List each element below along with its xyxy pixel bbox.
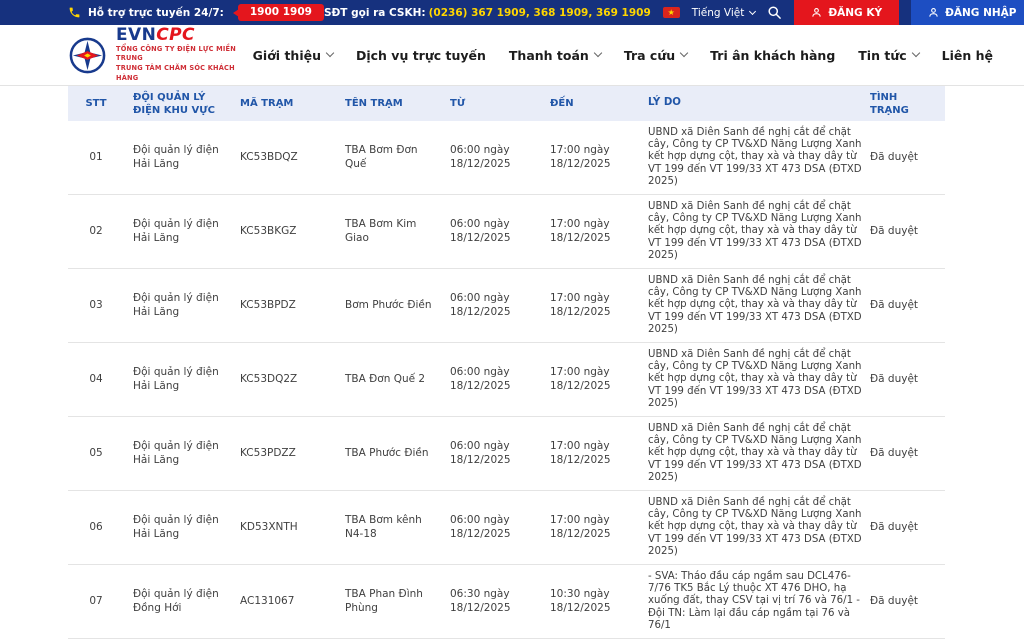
table-row (68, 565, 945, 639)
cell-team: Đội quản lý điện Hải Lăng (133, 291, 219, 318)
cell-reason: UBND xã Diên Sanh đề nghị cắt để chặt cây, Công ty CP TV&XD Năng Lượng Xanh kết hợp dựng cột, thay xà và thay dây từ VT 199 đến VT 199/33 XT 473 DSA (ĐTXD 2025) (648, 496, 862, 557)
table-row (68, 491, 945, 565)
cell-to: 17:00 ngày 18/12/2025 (550, 513, 611, 540)
column-header-status: TÌNH TRẠNG (870, 91, 909, 116)
chevron-down-icon (326, 49, 334, 57)
cell-status: Đã duyệt (870, 150, 919, 163)
site-header (0, 25, 1024, 86)
cell-status: Đã duyệt (870, 298, 919, 311)
table-row (68, 269, 945, 343)
cell-stt: 02 (89, 224, 103, 237)
table-row (68, 121, 945, 195)
cell-team: Đội quản lý điện Hải Lăng (133, 365, 219, 392)
cell-stt: 03 (89, 298, 103, 311)
cell-team: Đội quản lý điện Hải Lăng (133, 513, 219, 540)
nav-item-0[interactable] (253, 48, 333, 63)
phone-icon (68, 6, 81, 19)
cell-reason: UBND xã Diên Sanh đề nghị cắt để chặt cây, Công ty CP TV&XD Năng Lượng Xanh kết hợp dựng cột, thay xà và thay dây từ VT 199 đến VT 199/33 XT 473 DSA (ĐTXD 2025) (648, 422, 862, 483)
main-content (0, 86, 1024, 639)
nav-item-label: Dịch vụ trực tuyến (355, 47, 486, 63)
column-header-stt: STT (85, 98, 107, 109)
brand-subtitle-2: TRUNG TÂM CHĂM SÓC KHÁCH HÀNG (116, 64, 235, 83)
cell-from: 06:00 ngày 18/12/2025 (450, 439, 511, 466)
cell-reason: UBND xã Diên Sanh đề nghị cắt để chặt cây, Công ty CP TV&XD Năng Lượng Xanh kết hợp dựng cột, thay xà và thay dây từ VT 199 đến VT 199/33 XT 473 DSA (ĐTXD 2025) (648, 200, 862, 261)
column-header-from: TỪ (450, 98, 466, 109)
table-row (68, 195, 945, 269)
register-label: ĐĂNG KÝ (828, 6, 883, 19)
table-body (68, 121, 945, 639)
cell-stt: 05 (89, 446, 103, 459)
cell-station: TBA Bơm Đơn Quế (345, 143, 418, 170)
brand-evn: EVN (116, 24, 157, 45)
cell-stt: 06 (89, 520, 103, 533)
nav-item-4[interactable] (710, 48, 835, 63)
cell-from: 06:00 ngày 18/12/2025 (450, 365, 511, 392)
cell-team: Đội quản lý điện Hải Lăng (133, 143, 219, 170)
login-label: ĐĂNG NHẬP (945, 6, 1017, 19)
column-header-code: MÃ TRẠM (240, 98, 294, 109)
cell-from: 06:30 ngày 18/12/2025 (450, 587, 511, 614)
evn-star-logo-icon (68, 36, 107, 75)
cell-station: TBA Bơm kênh N4-18 (345, 513, 422, 540)
cell-status: Đã duyệt (870, 224, 919, 237)
cell-from: 06:00 ngày 18/12/2025 (450, 513, 511, 540)
user-icon (928, 7, 939, 18)
cell-code: KC53DQ2Z (240, 372, 298, 385)
nav-item-1[interactable] (356, 48, 486, 63)
topbar-right (324, 0, 1024, 25)
cell-station: Bơm Phước Điền (345, 298, 432, 311)
column-header-to: ĐẾN (550, 98, 574, 109)
cskh-info (324, 7, 651, 19)
cell-reason: - SVA: Tháo đầu cáp ngầm sau DCL476-7/76 TK5 Bắc Lý thuộc XT 476 DHO, hạ xuống đất, thay CSV tại vị trí 76 và 76/1 - Đội TN: Làm lại đầu cáp ngầm tại 76 và 76/1 (648, 570, 860, 631)
vietnam-flag-icon: ★ (663, 7, 680, 18)
cell-stt: 01 (89, 150, 103, 163)
brand-subtitle-1: TỔNG CÔNG TY ĐIỆN LỰC MIỀN TRUNG (116, 44, 236, 63)
cell-from: 06:00 ngày 18/12/2025 (450, 143, 511, 170)
nav-item-label: Tin tức (858, 47, 907, 63)
search-icon[interactable] (767, 5, 782, 20)
brand-name (116, 26, 253, 45)
cell-code: KC53PDZZ (240, 446, 296, 459)
language-selector[interactable] (692, 7, 756, 19)
cell-code: KC53BPDZ (240, 298, 296, 311)
cell-team: Đội quản lý điện Đồng Hới (133, 587, 219, 614)
topbar (0, 0, 1024, 25)
main-nav (253, 48, 993, 63)
cell-to: 17:00 ngày 18/12/2025 (550, 143, 611, 170)
cell-team: Đội quản lý điện Hải Lăng (133, 439, 219, 466)
evncpc-logo[interactable] (68, 26, 253, 84)
chevron-down-icon (680, 49, 688, 57)
column-header-team: ĐỘI QUẢN LÝ ĐIỆN KHU VỰC (133, 91, 215, 116)
cell-code: KC53BDQZ (240, 150, 298, 163)
cell-code: KC53BKGZ (240, 224, 297, 237)
nav-item-5[interactable] (858, 48, 918, 63)
column-header-reason: LÝ DO (648, 97, 681, 109)
cskh-label: SĐT gọi ra CSKH: (323, 6, 426, 19)
cell-station: TBA Phước Điền (345, 446, 429, 459)
register-button[interactable] (794, 0, 899, 25)
chevron-down-icon (911, 49, 919, 57)
nav-item-6[interactable] (942, 48, 993, 63)
table-header-row (68, 86, 945, 121)
table-row (68, 343, 945, 417)
cell-station: TBA Đơn Quế 2 (345, 372, 426, 385)
nav-item-label: Tra cứu (623, 47, 676, 63)
cell-reason: UBND xã Diên Sanh đề nghị cắt để chặt cây, Công ty CP TV&XD Năng Lượng Xanh kết hợp dựng cột, thay xà và thay dây từ VT 199 đến VT 199/33 XT 473 DSA (ĐTXD 2025) (648, 348, 862, 409)
cell-team: Đội quản lý điện Hải Lăng (133, 217, 219, 244)
cell-to: 17:00 ngày 18/12/2025 (550, 217, 611, 244)
cell-station: TBA Phan Đình Phùng (345, 587, 423, 614)
nav-item-2[interactable] (509, 48, 601, 63)
login-button[interactable] (911, 0, 1024, 25)
chevron-down-icon (594, 49, 602, 57)
cell-station: TBA Bơm Kim Giao (345, 217, 417, 244)
cell-to: 10:30 ngày 18/12/2025 (550, 587, 611, 614)
nav-item-label: Tri ân khách hàng (710, 47, 836, 63)
cell-from: 06:00 ngày 18/12/2025 (450, 291, 511, 318)
cell-to: 17:00 ngày 18/12/2025 (550, 365, 611, 392)
topbar-support (68, 4, 324, 21)
support-label: Hỗ trợ trực tuyến 24/7: (88, 6, 224, 19)
chevron-down-icon (749, 8, 756, 15)
cell-reason: UBND xã Diên Sanh đề nghị cắt để chặt cây, Công ty CP TV&XD Năng Lượng Xanh kết hợp dựng cột, thay xà và thay dây từ VT 199 đến VT 199/33 XT 473 DSA (ĐTXD 2025) (648, 126, 862, 187)
cell-reason: UBND xã Diên Sanh đề nghị cắt để chặt cây, Công ty CP TV&XD Năng Lượng Xanh kết hợp dựng cột, thay xà và thay dây từ VT 199 đến VT 199/33 XT 473 DSA (ĐTXD 2025) (648, 274, 862, 335)
cell-to: 17:00 ngày 18/12/2025 (550, 439, 611, 466)
nav-item-3[interactable] (624, 48, 687, 63)
cell-to: 17:00 ngày 18/12/2025 (550, 291, 611, 318)
nav-item-label: Thanh toán (508, 47, 589, 63)
user-icon (811, 7, 822, 18)
cell-from: 06:00 ngày 18/12/2025 (450, 217, 511, 244)
topbar-inner (68, 0, 1024, 25)
cskh-numbers: (0236) 367 1909, 368 1909, 369 1909 (428, 6, 651, 19)
column-header-station: TÊN TRẠM (345, 98, 403, 109)
header-inner (68, 26, 993, 84)
cell-stt: 07 (89, 594, 103, 607)
cell-code: KD53XNTH (240, 520, 298, 533)
cell-stt: 04 (89, 372, 103, 385)
cell-status: Đã duyệt (870, 446, 919, 459)
nav-item-label: Liên hệ (941, 47, 993, 63)
table-row (68, 417, 945, 491)
cell-status: Đã duyệt (870, 372, 919, 385)
cell-status: Đã duyệt (870, 594, 919, 607)
hotline-badge[interactable]: 1900 1909 (238, 4, 324, 21)
brand-text (116, 26, 253, 84)
cell-code: AC131067 (240, 594, 295, 607)
nav-item-label: Giới thiệu (252, 47, 321, 63)
cell-status: Đã duyệt (870, 520, 919, 533)
outage-table (68, 86, 945, 639)
language-label: Tiếng Việt (691, 6, 745, 19)
brand-cpc: CPC (156, 24, 195, 45)
